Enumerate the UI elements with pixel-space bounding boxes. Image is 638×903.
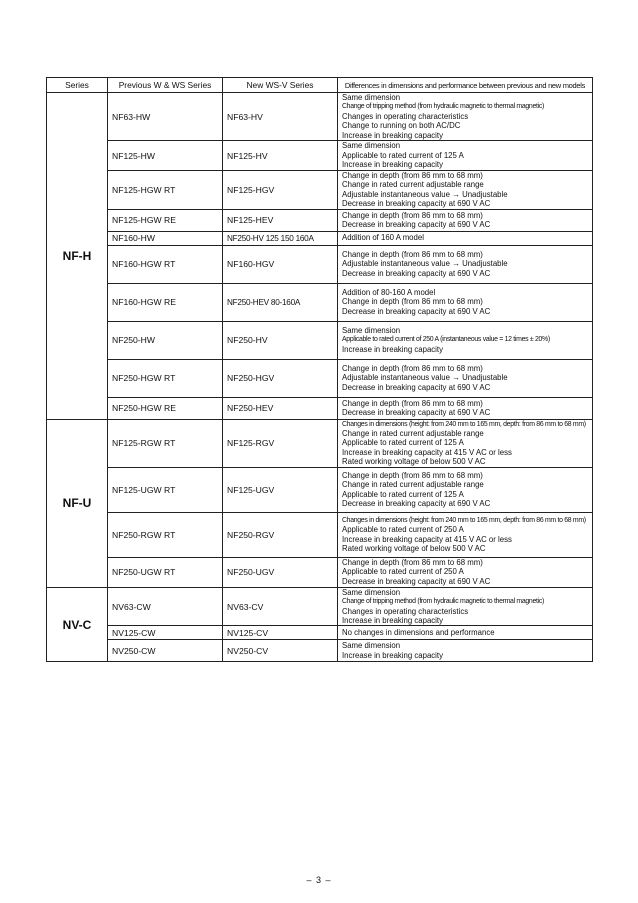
table-row bbox=[47, 397, 593, 419]
difference-line: Change in depth (from 86 mm to 68 mm) bbox=[342, 364, 483, 374]
differences-cell bbox=[338, 231, 593, 245]
new-model-cell: NF250-HGV bbox=[223, 359, 338, 397]
table-row bbox=[47, 141, 593, 171]
difference-line: Same dimension bbox=[342, 587, 401, 597]
difference-line: Changes in operating characteristics bbox=[342, 606, 469, 616]
difference-line: Adjustable instantaneous value → Unadjustable bbox=[342, 259, 508, 269]
new-model-cell: NF250-UGV bbox=[223, 557, 338, 587]
difference-line: Same dimension bbox=[342, 326, 401, 336]
difference-line: Rated working voltage of below 500 V AC bbox=[342, 457, 486, 467]
differences-cell bbox=[338, 209, 593, 231]
previous-model-cell: NF125-RGW RT bbox=[108, 419, 223, 467]
difference-line: Increase in breaking capacity bbox=[342, 160, 443, 170]
previous-model-cell: NF125-UGW RT bbox=[108, 467, 223, 512]
table-header-row bbox=[47, 78, 593, 93]
difference-line: Decrease in breaking capacity at 690 V AC bbox=[342, 199, 491, 209]
header-series: Series bbox=[47, 78, 108, 93]
previous-model-cell: NF250-HW bbox=[108, 321, 223, 359]
difference-line: Increase in breaking capacity bbox=[342, 344, 443, 354]
difference-line: Increase in breaking capacity at 415 V AC or less bbox=[342, 534, 512, 544]
difference-line: Addition of 80-160 A model bbox=[342, 288, 436, 298]
differences-cell bbox=[338, 640, 593, 662]
table-body bbox=[47, 93, 593, 662]
header-new: New WS-V Series bbox=[223, 78, 338, 93]
difference-line: Changes in operating characteristics bbox=[342, 111, 469, 121]
table-row bbox=[47, 321, 593, 359]
new-model-cell: NV125-CV bbox=[223, 626, 338, 640]
difference-line: Applicable to rated current of 250 A bbox=[342, 525, 464, 535]
new-model-cell: NF250-HEV bbox=[223, 397, 338, 419]
difference-line: Decrease in breaking capacity at 690 V AC bbox=[342, 382, 491, 392]
difference-line: Decrease in breaking capacity at 690 V AC bbox=[342, 499, 491, 509]
differences-cell bbox=[338, 321, 593, 359]
table-row bbox=[47, 626, 593, 640]
difference-line: Adjustable instantaneous value → Unadjustable bbox=[342, 189, 508, 199]
previous-model-cell: NF63-HW bbox=[108, 93, 223, 141]
difference-line: Decrease in breaking capacity at 690 V AC bbox=[342, 408, 491, 418]
difference-line: Same dimension bbox=[342, 93, 401, 102]
new-model-cell: NF250-HV bbox=[223, 321, 338, 359]
table-row bbox=[47, 557, 593, 587]
difference-line: Decrease in breaking capacity at 690 V AC bbox=[342, 220, 491, 230]
difference-line: Change to running on both AC/DC bbox=[342, 121, 461, 131]
differences-cell bbox=[338, 587, 593, 626]
differences-cell bbox=[338, 512, 593, 557]
table-row bbox=[47, 467, 593, 512]
new-model-cell: NF125-HGV bbox=[223, 171, 338, 210]
difference-line: Change of tripping method (from hydraulic magnetic to thermal magnetic) bbox=[342, 598, 544, 606]
series-cell: NF-U bbox=[47, 419, 108, 587]
difference-line: Adjustable instantaneous value → Unadjustable bbox=[342, 373, 508, 383]
new-model-cell: NV250-CV bbox=[223, 640, 338, 662]
table-row bbox=[47, 231, 593, 245]
difference-line: Change in depth (from 86 mm to 68 mm) bbox=[342, 171, 483, 181]
header-differences: Differences in dimensions and performance between previous and new models bbox=[338, 78, 593, 93]
difference-line: Applicable to rated current of 250 A bbox=[342, 567, 464, 577]
differences-cell bbox=[338, 171, 593, 210]
previous-model-cell: NF250-HGW RE bbox=[108, 397, 223, 419]
difference-line: Same dimension bbox=[342, 141, 401, 151]
new-model-cell: NF63-HV bbox=[223, 93, 338, 141]
difference-line: Applicable to rated current of 125 A bbox=[342, 489, 464, 499]
table-row bbox=[47, 209, 593, 231]
new-model-cell: NF125-UGV bbox=[223, 467, 338, 512]
differences-cell bbox=[338, 397, 593, 419]
previous-model-cell: NV63-CW bbox=[108, 587, 223, 626]
comparison-table bbox=[46, 77, 593, 662]
difference-line: Change in depth (from 86 mm to 68 mm) bbox=[342, 250, 483, 260]
difference-line: Applicable to rated current of 125 A bbox=[342, 438, 464, 448]
difference-line: Change in depth (from 86 mm to 68 mm) bbox=[342, 558, 483, 568]
previous-model-cell: NV125-CW bbox=[108, 626, 223, 640]
difference-line: Increase in breaking capacity at 415 V AC or less bbox=[342, 447, 512, 457]
header-previous: Previous W & WS Series bbox=[108, 78, 223, 93]
difference-line: Decrease in breaking capacity at 690 V AC bbox=[342, 268, 491, 278]
difference-line: Increase in breaking capacity bbox=[342, 650, 443, 660]
difference-line: Decrease in breaking capacity at 690 V AC bbox=[342, 576, 491, 586]
difference-line: Changes in dimensions (height: from 240 mm to 165 mm, depth: from 86 mm to 68 mm) bbox=[342, 420, 586, 428]
previous-model-cell: NF250-HGW RT bbox=[108, 359, 223, 397]
differences-cell bbox=[338, 141, 593, 171]
new-model-cell: NF250-RGV bbox=[223, 512, 338, 557]
new-model-cell: NF250-HEV 80-160A bbox=[223, 283, 338, 321]
differences-cell bbox=[338, 359, 593, 397]
differences-cell bbox=[338, 93, 593, 141]
difference-line: Change in rated current adjustable range bbox=[342, 429, 484, 439]
differences-cell bbox=[338, 245, 593, 283]
series-cell: NV-C bbox=[47, 587, 108, 662]
previous-model-cell: NF160-HW bbox=[108, 231, 223, 245]
differences-cell bbox=[338, 467, 593, 512]
page-number: – 3 – bbox=[306, 875, 332, 885]
difference-line: Changes in dimensions (height: from 240 mm to 165 mm, depth: from 86 mm to 68 mm) bbox=[342, 516, 586, 524]
difference-line: Change in depth (from 86 mm to 68 mm) bbox=[342, 398, 483, 408]
difference-line: Change in rated current adjustable range bbox=[342, 180, 484, 190]
series-cell: NF-H bbox=[47, 93, 108, 420]
difference-line: Change of tripping method (from hydraulic magnetic to thermal magnetic) bbox=[342, 103, 544, 111]
new-model-cell: NF125-HEV bbox=[223, 209, 338, 231]
difference-line: Change in depth (from 86 mm to 68 mm) bbox=[342, 297, 483, 307]
differences-cell bbox=[338, 283, 593, 321]
previous-model-cell: NF160-HGW RT bbox=[108, 245, 223, 283]
new-model-cell: NF125-RGV bbox=[223, 419, 338, 467]
table-row bbox=[47, 587, 593, 626]
new-model-cell: NF125-HV bbox=[223, 141, 338, 171]
table-row bbox=[47, 245, 593, 283]
previous-model-cell: NF125-HW bbox=[108, 141, 223, 171]
difference-line: Rated working voltage of below 500 V AC bbox=[342, 544, 486, 554]
table-row bbox=[47, 283, 593, 321]
new-model-cell: NV63-CV bbox=[223, 587, 338, 626]
previous-model-cell: NF125-HGW RE bbox=[108, 209, 223, 231]
table-row bbox=[47, 640, 593, 662]
table-row bbox=[47, 93, 593, 141]
differences-cell bbox=[338, 419, 593, 467]
new-model-cell: NF250-HV 125 150 160A bbox=[223, 231, 338, 245]
differences-cell bbox=[338, 626, 593, 640]
difference-line: Applicable to rated current of 250 A (instantaneous value = 12 times ± 20%) bbox=[342, 336, 550, 344]
difference-line: Same dimension bbox=[342, 641, 401, 651]
difference-line: Change in depth (from 86 mm to 68 mm) bbox=[342, 470, 483, 480]
difference-line: Increase in breaking capacity bbox=[342, 615, 443, 625]
table-row bbox=[47, 512, 593, 557]
difference-line: Decrease in breaking capacity at 690 V AC bbox=[342, 306, 491, 316]
difference-line: Change in depth (from 86 mm to 68 mm) bbox=[342, 210, 483, 220]
difference-line: No changes in dimensions and performance bbox=[342, 628, 495, 638]
previous-model-cell: NF160-HGW RE bbox=[108, 283, 223, 321]
table-row bbox=[47, 171, 593, 210]
difference-line: Change in rated current adjustable range bbox=[342, 480, 484, 490]
previous-model-cell: NF125-HGW RT bbox=[108, 171, 223, 210]
previous-model-cell: NF250-RGW RT bbox=[108, 512, 223, 557]
difference-line: Increase in breaking capacity bbox=[342, 130, 443, 140]
new-model-cell: NF160-HGV bbox=[223, 245, 338, 283]
differences-cell bbox=[338, 557, 593, 587]
table-row bbox=[47, 359, 593, 397]
difference-line: Addition of 160 A model bbox=[342, 233, 424, 243]
previous-model-cell: NV250-CW bbox=[108, 640, 223, 662]
difference-line: Applicable to rated current of 125 A bbox=[342, 150, 464, 160]
table-row bbox=[47, 419, 593, 467]
previous-model-cell: NF250-UGW RT bbox=[108, 557, 223, 587]
